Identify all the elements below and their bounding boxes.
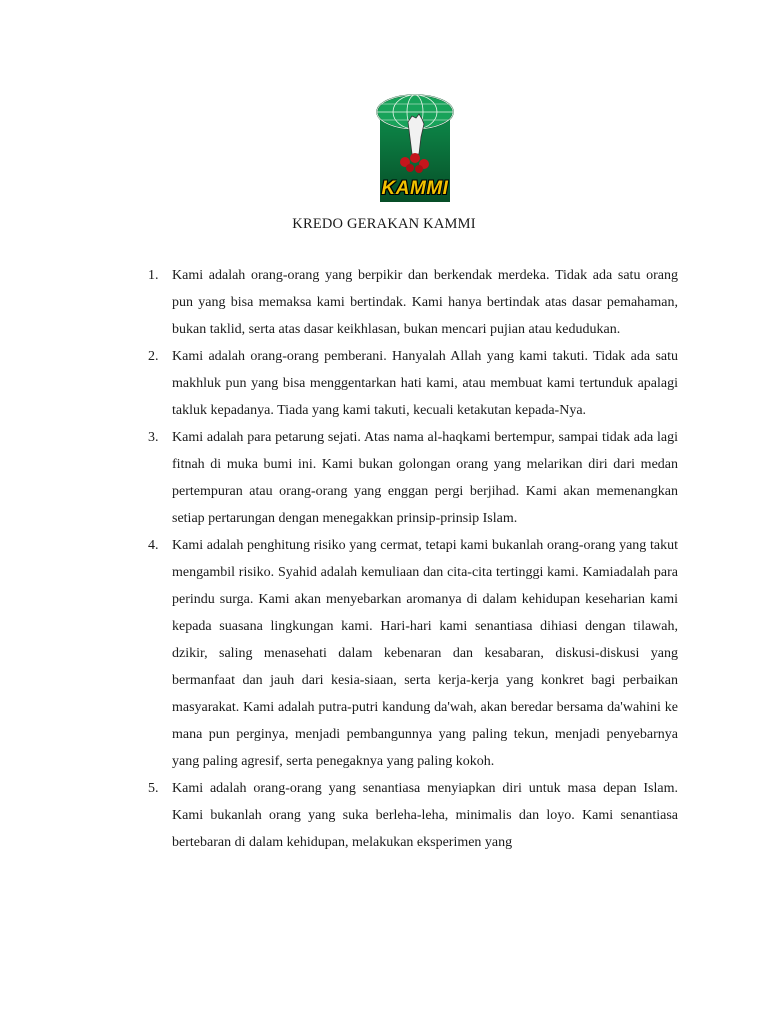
list-item	[148, 775, 678, 856]
item-number: 2.	[148, 349, 159, 364]
kammi-logo	[372, 92, 458, 204]
item-number: 1.	[148, 268, 159, 283]
item-number: 5.	[148, 781, 159, 796]
item-number: 4.	[148, 538, 159, 553]
list-item	[148, 424, 678, 532]
item-text: Kami adalah para petarung sejati. Atas nama al-haqkami bertempur, sampai tidak ada lagi fitnah di muka bumi ini. Kami bukan golongan orang yang melarikan diri dari medan pertempuran atau orang-orang yang enggan pergi berjihad. Kami akan memenangkan setiap pertarungan dengan menegakkan prinsip-prinsip Islam.	[172, 430, 678, 526]
item-text: Kami adalah orang-orang yang berpikir dan berkendak merdeka. Tidak ada satu orang pun yang bisa memaksa kami bertindak. Kami hanya bertindak atas dasar pemahaman, bukan taklid, serta atas dasar keikhlasan, bukan mencari pujian atau kedudukan.	[172, 268, 678, 337]
document-title: KREDO GERAKAN KAMMI	[292, 216, 476, 232]
item-text: Kami adalah penghitung risiko yang cermat, tetapi kami bukanlah orang-orang yang takut mengambil risiko. Syahid adalah kemuliaan dan cita-cita tertinggi kami. Kamiadalah para perindu surga. Kami akan menyebarkan aromanya di dalam kehidupan keseharian kami kepada suasana lingkungan kami. Hari-hari kami senantiasa dihiasi dengan tilawah, dzikir, saling menasehati dalam kebenaran dan kesabaran, diskusi-diskusi yang bermanfaat dan jauh dari kesia-siaan, serta kerja-kerja yang konkret bagi perbaikan masyarakat. Kami adalah putra-putri kandung da'wah, akan beredar bersama da'wahini ke mana pun perginya, menjadi pembangunnya yang paling tekun, menjadi penyebarnya yang paling agresif, serta penegaknya yang paling kokoh.	[172, 538, 678, 769]
logo-wordmark: KAMMI	[381, 178, 449, 199]
item-text: Kami adalah orang-orang pemberani. Hanyalah Allah yang kami takuti. Tidak ada satu makhluk pun yang bisa menggentarkan hati kami, atau membuat kami tertunduk apalagi takluk kepadanya. Tiada yang kami takuti, kecuali ketakutan kepada-Nya.	[172, 349, 678, 418]
list-item	[148, 532, 678, 775]
list-item	[148, 262, 678, 343]
list-item	[148, 343, 678, 424]
item-text: Kami adalah orang-orang yang senantiasa menyiapkan diri untuk masa depan Islam. Kami bukanlah orang yang suka berleha-leha, minimalis dan loyo. Kami senantiasa bertebaran di dalam kehidupan, melakukan eksperimen yang	[172, 781, 678, 850]
item-number: 3.	[148, 430, 159, 445]
kredo-list	[148, 262, 678, 856]
